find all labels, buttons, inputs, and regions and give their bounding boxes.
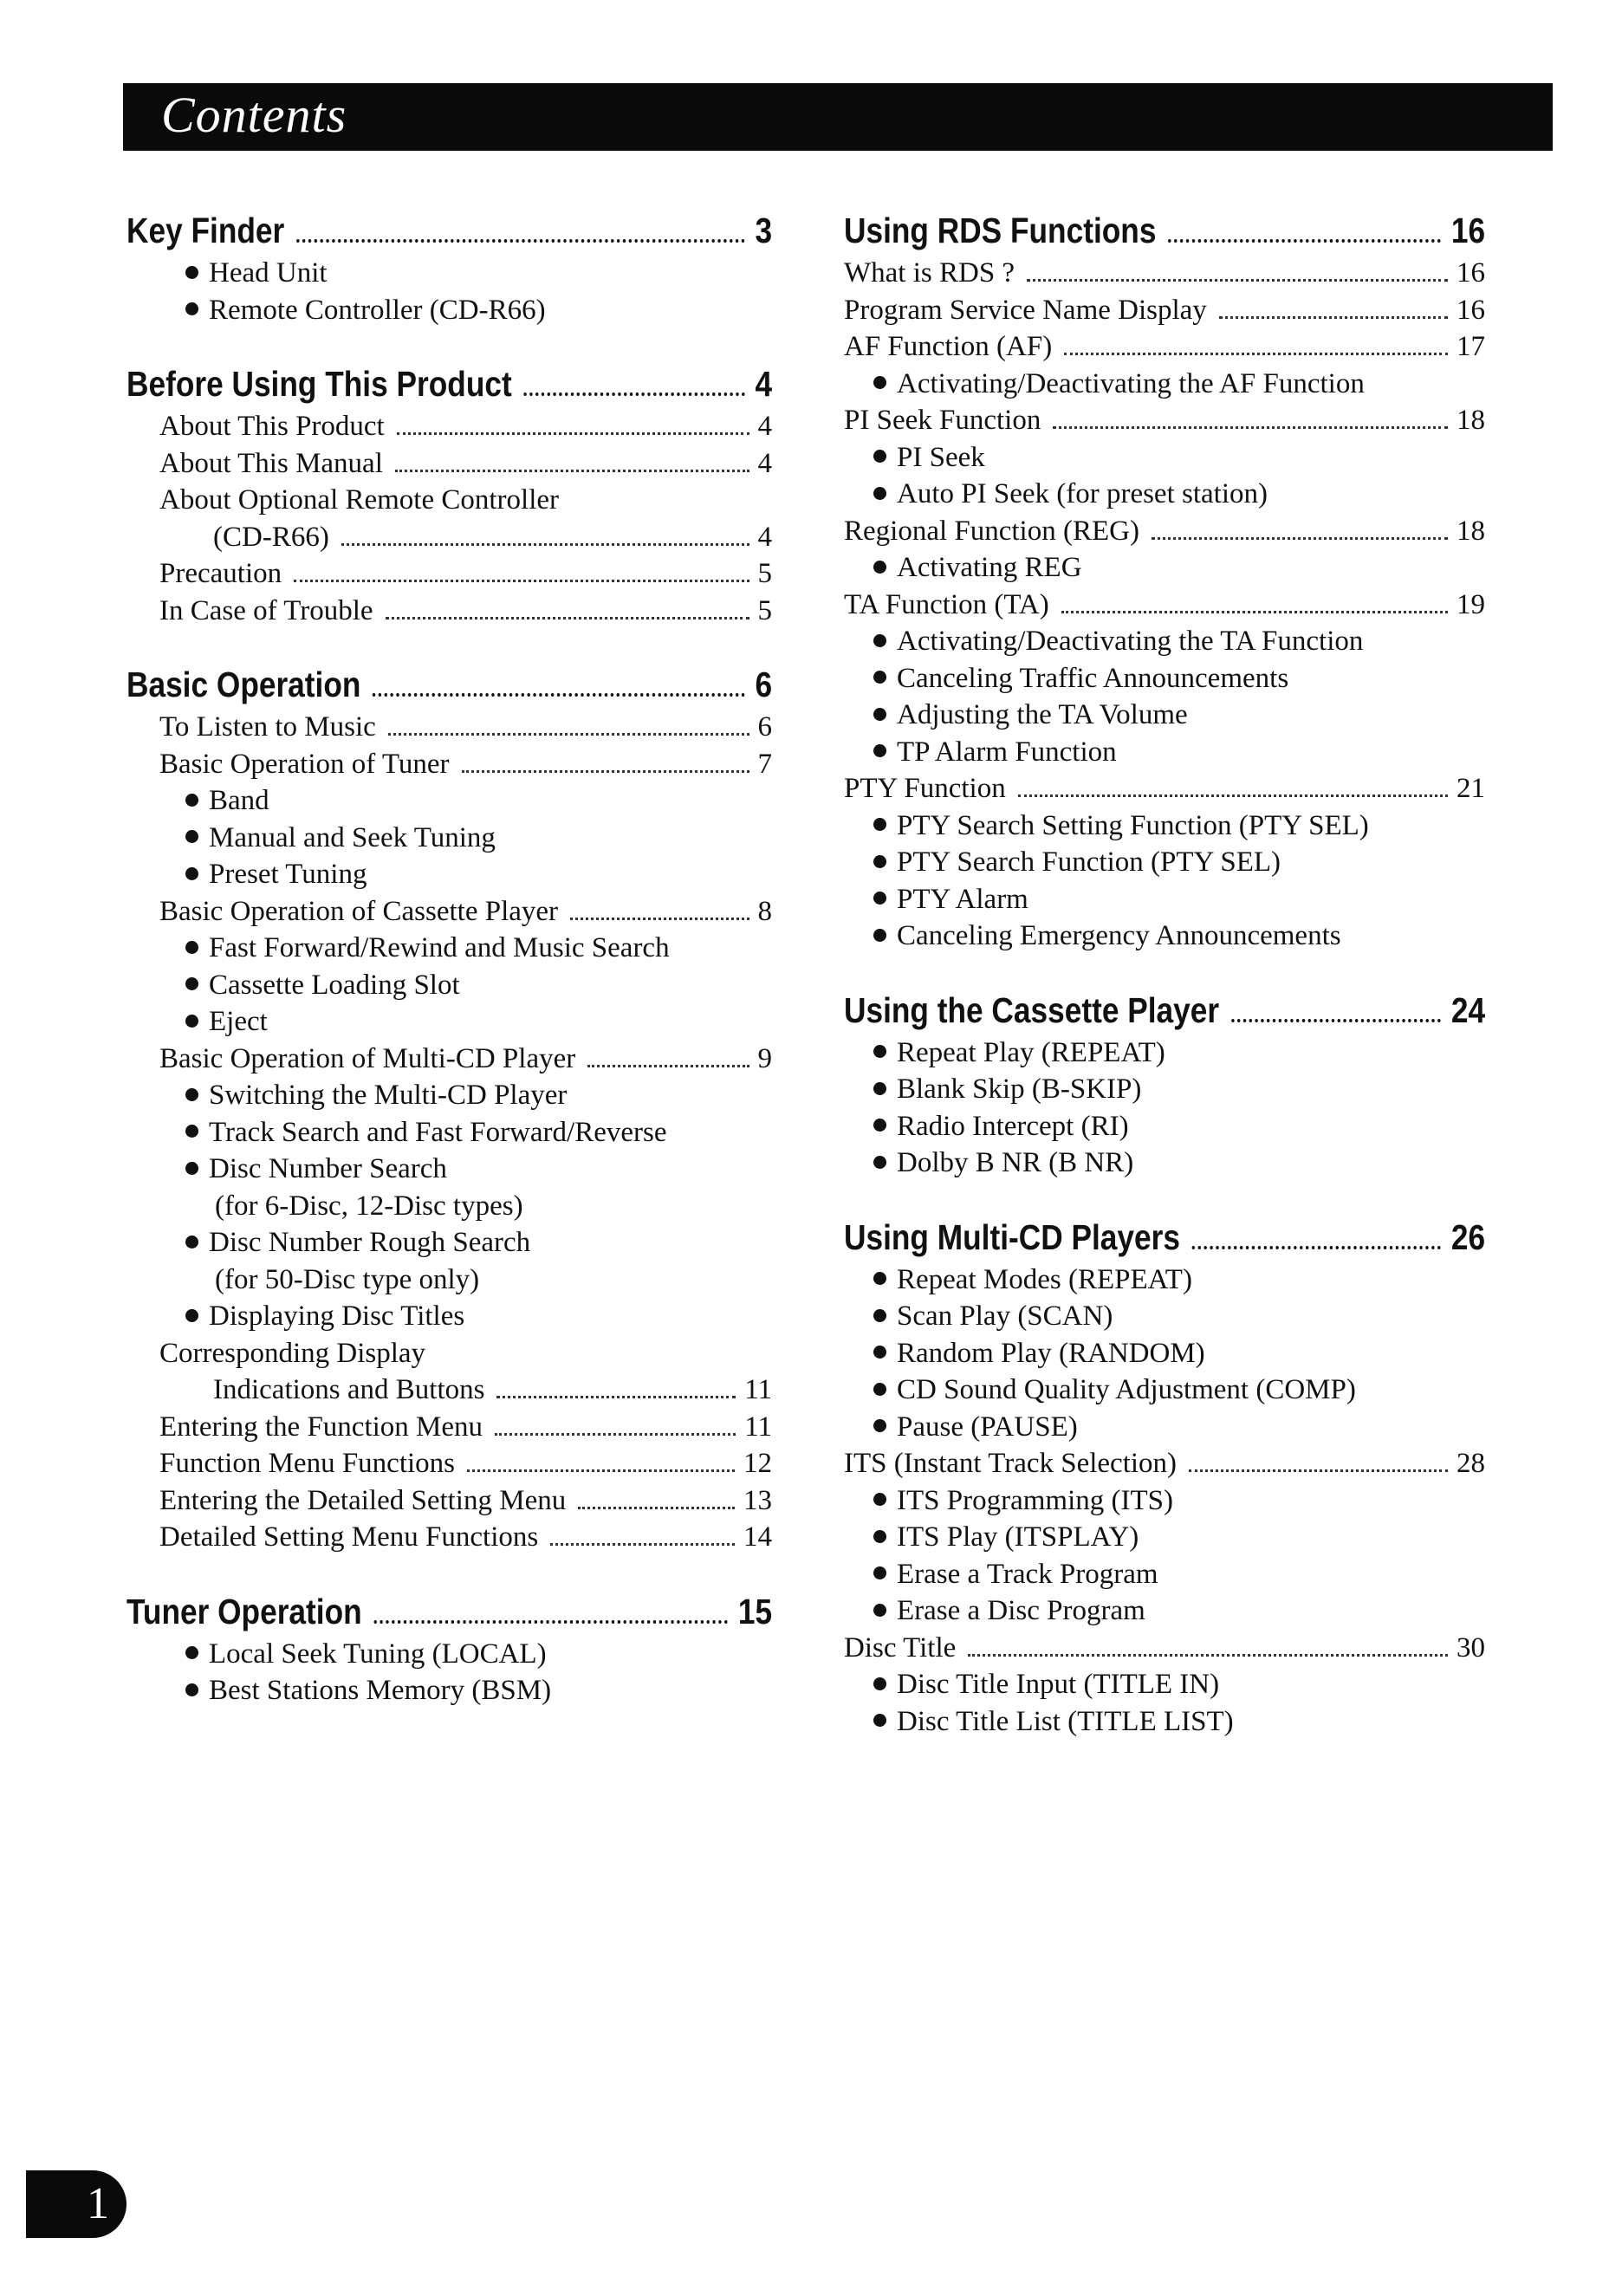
- bullet-icon: [185, 977, 198, 990]
- dot-leader: [1219, 316, 1448, 319]
- entry-title: Basic Operation of Multi-CD Player: [159, 1042, 576, 1074]
- bullet-text: Best Stations Memory (BSM): [209, 1675, 552, 1706]
- toc-bullet-item[interactable]: [844, 476, 1485, 513]
- section-page-number: 24: [1450, 989, 1486, 1030]
- bullet-text: Radio Intercept (RI): [897, 1110, 1129, 1142]
- toc-bullet-item[interactable]: [844, 366, 1485, 403]
- entry-title: Precaution: [159, 558, 282, 589]
- entry-page-number: 11: [744, 1374, 772, 1405]
- entry-page-number: 5: [757, 558, 772, 589]
- toc-bullet-item[interactable]: [844, 439, 1485, 477]
- section-gap: [844, 955, 1485, 986]
- section-page-number: 4: [755, 364, 773, 404]
- toc-entry[interactable]: [844, 1445, 1485, 1482]
- bullet-icon: [185, 1683, 198, 1696]
- bullet-text: Local Seek Tuning (LOCAL): [209, 1638, 547, 1670]
- entry-title: Entering the Function Menu: [159, 1411, 483, 1443]
- bullet-icon: [185, 794, 198, 807]
- entry-page-number: 21: [1457, 773, 1485, 804]
- toc-bullet-item[interactable]: [127, 1151, 772, 1188]
- toc-entry-text: [127, 482, 772, 519]
- bullet-icon: [873, 671, 886, 684]
- section-page-number: 15: [737, 1591, 773, 1631]
- toc-bullet-item[interactable]: [844, 1482, 1485, 1520]
- dot-leader: [496, 1396, 736, 1398]
- dot-leader: [1061, 611, 1448, 613]
- entry-page-number: 16: [1457, 257, 1485, 289]
- entry-title: Entering the Detailed Setting Menu: [159, 1484, 567, 1516]
- toc-section-heading[interactable]: [127, 660, 772, 709]
- bullet-text: Repeat Modes (REPEAT): [897, 1263, 1192, 1295]
- entry-title: Indications and Buttons: [213, 1374, 485, 1405]
- toc-bullet-item[interactable]: [844, 1556, 1485, 1593]
- dot-leader: [1064, 353, 1448, 355]
- bullet-text: Disc Title Input (TITLE IN): [897, 1669, 1220, 1700]
- dot-leader: [523, 392, 744, 396]
- bullet-text: Eject: [209, 1006, 268, 1037]
- entry-page-number: 12: [743, 1448, 772, 1479]
- bullet-text: Adjusting the TA Volume: [897, 699, 1188, 730]
- section-title: Using Multi-CD Players: [844, 1216, 1180, 1257]
- section-gap: [844, 1182, 1485, 1213]
- toc-entry[interactable]: [127, 746, 772, 783]
- toc-entry[interactable]: [844, 513, 1485, 550]
- bullet-text: PTY Search Setting Function (PTY SEL): [897, 809, 1369, 841]
- dot-leader: [495, 1433, 736, 1436]
- toc-bullet-item[interactable]: [844, 1298, 1485, 1335]
- bullet-icon: [873, 1714, 886, 1727]
- dot-leader: [1231, 1019, 1441, 1022]
- toc-section-heading[interactable]: [127, 206, 772, 255]
- bullet-text: TP Alarm Function: [897, 736, 1117, 768]
- entry-title: To Listen to Music: [159, 711, 376, 743]
- toc-section-heading[interactable]: [844, 206, 1485, 255]
- toc-bullet-item[interactable]: [844, 807, 1485, 845]
- entry-page-number: 14: [743, 1521, 772, 1553]
- toc-entry[interactable]: [127, 1482, 772, 1520]
- bullet-text: PTY Alarm: [897, 883, 1028, 915]
- dot-leader: [388, 733, 749, 736]
- bullet-icon: [873, 487, 886, 500]
- bullet-icon: [873, 1419, 886, 1432]
- toc-entry[interactable]: [127, 1445, 772, 1482]
- entry-page-number: 6: [757, 711, 772, 743]
- bullet-icon: [873, 450, 886, 463]
- bullet-icon: [873, 634, 886, 647]
- toc-bullet-item[interactable]: [844, 1335, 1485, 1372]
- page-number-tab: [26, 2170, 127, 2238]
- bullet-icon: [873, 929, 886, 942]
- toc-bullet-item[interactable]: [127, 967, 772, 1004]
- dot-leader: [1018, 795, 1448, 797]
- bullet-icon: [873, 376, 886, 389]
- dot-leader: [395, 470, 749, 472]
- entry-title: About This Product: [159, 411, 385, 442]
- entry-title: Regional Function (REG): [844, 515, 1139, 547]
- entry-title: About This Manual: [159, 447, 383, 479]
- entry-page-number: 19: [1457, 588, 1485, 620]
- toc-entry[interactable]: [127, 893, 772, 931]
- toc-entry-continued[interactable]: [127, 1372, 772, 1409]
- page-title: Contents: [161, 87, 347, 143]
- dot-leader: [296, 239, 744, 243]
- dot-leader: [1027, 279, 1448, 282]
- entry-title: Disc Title: [844, 1631, 957, 1664]
- toc-bullet-item[interactable]: [844, 918, 1485, 955]
- entry-title: Corresponding Display: [159, 1337, 426, 1369]
- toc-bullet-item[interactable]: [844, 881, 1485, 918]
- bullet-text: ITS Play (ITSPLAY): [897, 1521, 1139, 1553]
- section-page-number: 16: [1450, 211, 1486, 250]
- bullet-text: PI Seek: [897, 441, 985, 473]
- bullet-icon: [185, 867, 198, 880]
- toc-bullet-item[interactable]: [844, 1145, 1485, 1182]
- bullet-text: Canceling Traffic Announcements: [897, 662, 1289, 694]
- entry-page-number: 30: [1457, 1631, 1485, 1664]
- toc-section-heading[interactable]: [844, 986, 1485, 1034]
- toc-bullet-item[interactable]: [844, 623, 1485, 660]
- bullet-icon: [185, 1125, 198, 1138]
- bullet-text: Track Search and Fast Forward/Reverse: [209, 1116, 667, 1148]
- toc-bullet-item[interactable]: [844, 1409, 1485, 1446]
- toc-bullet-item[interactable]: [127, 1077, 772, 1114]
- toc-bullet-item[interactable]: [127, 255, 772, 292]
- entry-title: In Case of Trouble: [159, 594, 373, 626]
- toc-entry[interactable]: [127, 593, 772, 630]
- dot-leader: [550, 1543, 735, 1546]
- toc-bullet-item[interactable]: [127, 930, 772, 967]
- entry-page-number: 7: [757, 748, 772, 780]
- bullet-text: Dolby B NR (B NR): [897, 1147, 1134, 1178]
- bullet-icon: [185, 302, 198, 315]
- bullet-text: Disc Number Rough Search: [209, 1227, 531, 1258]
- toc-bullet-item[interactable]: [844, 1519, 1485, 1556]
- bullet-text: Preset Tuning: [209, 859, 367, 890]
- bullet-icon: [873, 892, 886, 905]
- toc-entry[interactable]: [127, 1041, 772, 1078]
- bullet-text: Canceling Emergency Announcements: [897, 920, 1341, 951]
- toc-bullet-item[interactable]: [127, 820, 772, 857]
- dot-leader: [1189, 1469, 1448, 1472]
- dot-leader: [386, 617, 749, 619]
- bullet-text: Activating REG: [897, 552, 1082, 583]
- bullet-text: PTY Search Function (PTY SEL): [897, 846, 1281, 878]
- toc-bullet-item[interactable]: [127, 1298, 772, 1335]
- entry-title: AF Function (AF): [844, 331, 1053, 362]
- dot-leader: [397, 432, 749, 435]
- toc-entry[interactable]: [127, 709, 772, 746]
- entry-page-number: 4: [757, 411, 772, 442]
- toc-section-heading[interactable]: [127, 360, 772, 408]
- section-title: Basic Operation: [127, 665, 361, 704]
- bullet-text: (for 50-Disc type only): [215, 1263, 480, 1295]
- bullet-icon: [185, 830, 198, 843]
- bullet-text: Activating/Deactivating the TA Function: [897, 626, 1364, 657]
- toc-entry[interactable]: [844, 402, 1485, 439]
- dot-leader: [587, 1065, 749, 1067]
- entry-page-number: 16: [1457, 294, 1485, 326]
- toc-entry-text: [127, 1335, 772, 1372]
- toc-bullet-item[interactable]: [844, 1703, 1485, 1741]
- dot-leader: [294, 580, 749, 582]
- dot-leader: [1053, 426, 1448, 429]
- entry-page-number: 28: [1457, 1448, 1485, 1479]
- bullet-icon: [873, 1493, 886, 1506]
- section-title: Using the Cassette Player: [844, 989, 1220, 1030]
- bullet-text: Manual and Seek Tuning: [209, 821, 496, 853]
- toc-bullet-item[interactable]: [844, 1071, 1485, 1108]
- contents-banner: [123, 83, 1553, 151]
- toc-entry[interactable]: [844, 328, 1485, 366]
- section-title: Using RDS Functions: [844, 211, 1157, 250]
- bullet-icon: [185, 1015, 198, 1028]
- bullet-icon: [873, 818, 886, 831]
- bullet-text: Fast Forward/Rewind and Music Search: [209, 932, 670, 963]
- bullet-text: Disc Number Search: [209, 1153, 447, 1184]
- bullet-icon: [185, 1162, 198, 1175]
- bullet-text: Erase a Disc Program: [897, 1595, 1145, 1626]
- entry-title: Detailed Setting Menu Functions: [159, 1521, 539, 1553]
- section-title: Key Finder: [127, 211, 285, 250]
- bullet-icon: [185, 1309, 198, 1322]
- toc-bullet-item[interactable]: [844, 1666, 1485, 1703]
- bullet-icon: [185, 1088, 198, 1101]
- bullet-text: Repeat Play (REPEAT): [897, 1036, 1165, 1068]
- toc-section-heading[interactable]: [127, 1587, 772, 1636]
- bullet-text: Band: [209, 785, 269, 816]
- entry-title: PI Seek Function: [844, 405, 1041, 436]
- dot-leader: [1192, 1246, 1441, 1249]
- bullet-icon: [873, 1677, 886, 1690]
- toc-entry[interactable]: [844, 255, 1485, 292]
- dot-leader: [462, 770, 749, 773]
- entry-page-number: 8: [757, 895, 772, 927]
- toc-bullet-item[interactable]: [844, 844, 1485, 881]
- bullet-icon: [185, 1236, 198, 1249]
- entry-title: Basic Operation of Cassette Player: [159, 895, 559, 927]
- bullet-text: CD Sound Quality Adjustment (COMP): [897, 1374, 1356, 1405]
- toc-entry[interactable]: [844, 292, 1485, 329]
- toc-bullet-item[interactable]: [844, 1034, 1485, 1072]
- entry-title: Function Menu Functions: [159, 1448, 456, 1479]
- toc-bullet-item[interactable]: [127, 856, 772, 893]
- entry-page-number: 4: [757, 521, 772, 553]
- section-gap: [127, 629, 772, 660]
- toc-right-column: [844, 206, 1485, 1740]
- bullet-text: Blank Skip (B-SKIP): [897, 1073, 1142, 1105]
- toc-left-column: [127, 206, 772, 1709]
- bullet-text: Auto PI Seek (for preset station): [897, 478, 1268, 509]
- toc-entry[interactable]: [127, 1519, 772, 1556]
- bullet-icon: [873, 1530, 886, 1543]
- bullet-icon: [873, 1604, 886, 1617]
- entry-title: TA Function (TA): [844, 588, 1049, 620]
- section-page-number: 6: [755, 665, 773, 704]
- toc-bullet-item[interactable]: [127, 782, 772, 820]
- dot-leader: [1168, 239, 1441, 243]
- bullet-icon: [873, 1566, 886, 1579]
- bullet-text: Scan Play (SCAN): [897, 1300, 1113, 1332]
- dot-leader: [373, 1620, 727, 1624]
- toc-bullet-item[interactable]: [844, 697, 1485, 734]
- bullet-text: Disc Title List (TITLE LIST): [897, 1705, 1234, 1737]
- dot-leader: [467, 1469, 735, 1472]
- toc-bullet-item[interactable]: [127, 1114, 772, 1151]
- toc-bullet-item[interactable]: [127, 1224, 772, 1262]
- entry-page-number: 13: [743, 1484, 772, 1516]
- bullet-icon: [873, 1383, 886, 1396]
- toc-bullet-continued: [127, 1188, 772, 1225]
- bullet-icon: [873, 1346, 886, 1359]
- toc-entry[interactable]: [127, 408, 772, 445]
- toc-bullet-item[interactable]: [127, 1636, 772, 1673]
- bullet-text: Displaying Disc Titles: [209, 1300, 465, 1332]
- toc-entry[interactable]: [127, 555, 772, 593]
- toc-bullet-item[interactable]: [844, 1372, 1485, 1409]
- toc-bullet-item[interactable]: [844, 660, 1485, 697]
- toc-bullet-item[interactable]: [127, 1672, 772, 1709]
- bullet-text: Random Play (RANDOM): [897, 1337, 1205, 1369]
- entry-title: (CD-R66): [213, 521, 329, 553]
- toc-bullet-continued: [127, 1262, 772, 1299]
- bullet-text: Cassette Loading Slot: [209, 969, 460, 1001]
- bullet-icon: [185, 1646, 198, 1659]
- section-gap: [127, 1556, 772, 1587]
- dot-leader: [341, 543, 749, 546]
- dot-leader: [968, 1654, 1448, 1657]
- page-number: 1: [87, 2179, 109, 2228]
- bullet-icon: [873, 855, 886, 868]
- dot-leader: [570, 918, 749, 920]
- section-gap: [127, 328, 772, 360]
- bullet-icon: [873, 1309, 886, 1322]
- entry-title: PTY Function: [844, 773, 1006, 804]
- bullet-text: ITS Programming (ITS): [897, 1484, 1173, 1516]
- toc-entry[interactable]: [844, 1630, 1485, 1667]
- toc-bullet-item[interactable]: [844, 1592, 1485, 1630]
- toc-bullet-item[interactable]: [844, 1108, 1485, 1145]
- section-title: Tuner Operation: [127, 1591, 362, 1631]
- dot-leader: [578, 1507, 735, 1509]
- toc-bullet-item[interactable]: [844, 1262, 1485, 1299]
- toc-section-heading[interactable]: [844, 1213, 1485, 1262]
- toc-bullet-item[interactable]: [127, 292, 772, 329]
- bullet-text: Switching the Multi-CD Player: [209, 1080, 568, 1111]
- toc-entry[interactable]: [127, 445, 772, 483]
- toc-bullet-item[interactable]: [844, 734, 1485, 771]
- entry-page-number: 17: [1457, 331, 1485, 362]
- bullet-text: Activating/Deactivating the AF Function: [897, 367, 1365, 399]
- dot-leader: [1152, 537, 1448, 540]
- entry-page-number: 18: [1457, 405, 1485, 436]
- toc-bullet-item[interactable]: [127, 1003, 772, 1041]
- bullet-text: (for 6-Disc, 12-Disc types): [215, 1190, 523, 1222]
- entry-page-number: 18: [1457, 515, 1485, 547]
- entry-title: What is RDS ?: [844, 257, 1015, 289]
- entry-page-number: 4: [757, 447, 772, 479]
- entry-title: Program Service Name Display: [844, 294, 1207, 326]
- bullet-icon: [873, 708, 886, 721]
- bullet-icon: [873, 744, 886, 757]
- bullet-icon: [873, 1119, 886, 1132]
- bullet-icon: [185, 941, 198, 954]
- bullet-icon: [873, 1045, 886, 1058]
- section-page-number: 3: [755, 211, 773, 250]
- section-title: Before Using This Product: [127, 364, 512, 404]
- bullet-text: Pause (PAUSE): [897, 1411, 1078, 1443]
- toc-entry[interactable]: [844, 587, 1485, 624]
- section-page-number: 26: [1450, 1216, 1486, 1257]
- bullet-icon: [873, 1156, 886, 1169]
- bullet-icon: [873, 1082, 886, 1095]
- toc-entry[interactable]: [127, 1409, 772, 1446]
- bullet-text: Head Unit: [209, 257, 328, 289]
- toc-entry[interactable]: [844, 770, 1485, 807]
- entry-title: Basic Operation of Tuner: [159, 748, 450, 780]
- entry-page-number: 11: [744, 1411, 772, 1443]
- bullet-text: Remote Controller (CD-R66): [209, 294, 546, 326]
- bullet-icon: [185, 266, 198, 279]
- dot-leader: [373, 693, 744, 697]
- entry-title: About Optional Remote Controller: [159, 484, 560, 516]
- bullet-text: Erase a Track Program: [897, 1558, 1158, 1590]
- toc-entry-continued[interactable]: [127, 519, 772, 556]
- entry-title: ITS (Instant Track Selection): [844, 1448, 1178, 1479]
- bullet-icon: [873, 1272, 886, 1285]
- bullet-icon: [873, 561, 886, 574]
- entry-page-number: 9: [757, 1042, 772, 1074]
- entry-page-number: 5: [757, 594, 772, 626]
- toc-bullet-item[interactable]: [844, 549, 1485, 587]
